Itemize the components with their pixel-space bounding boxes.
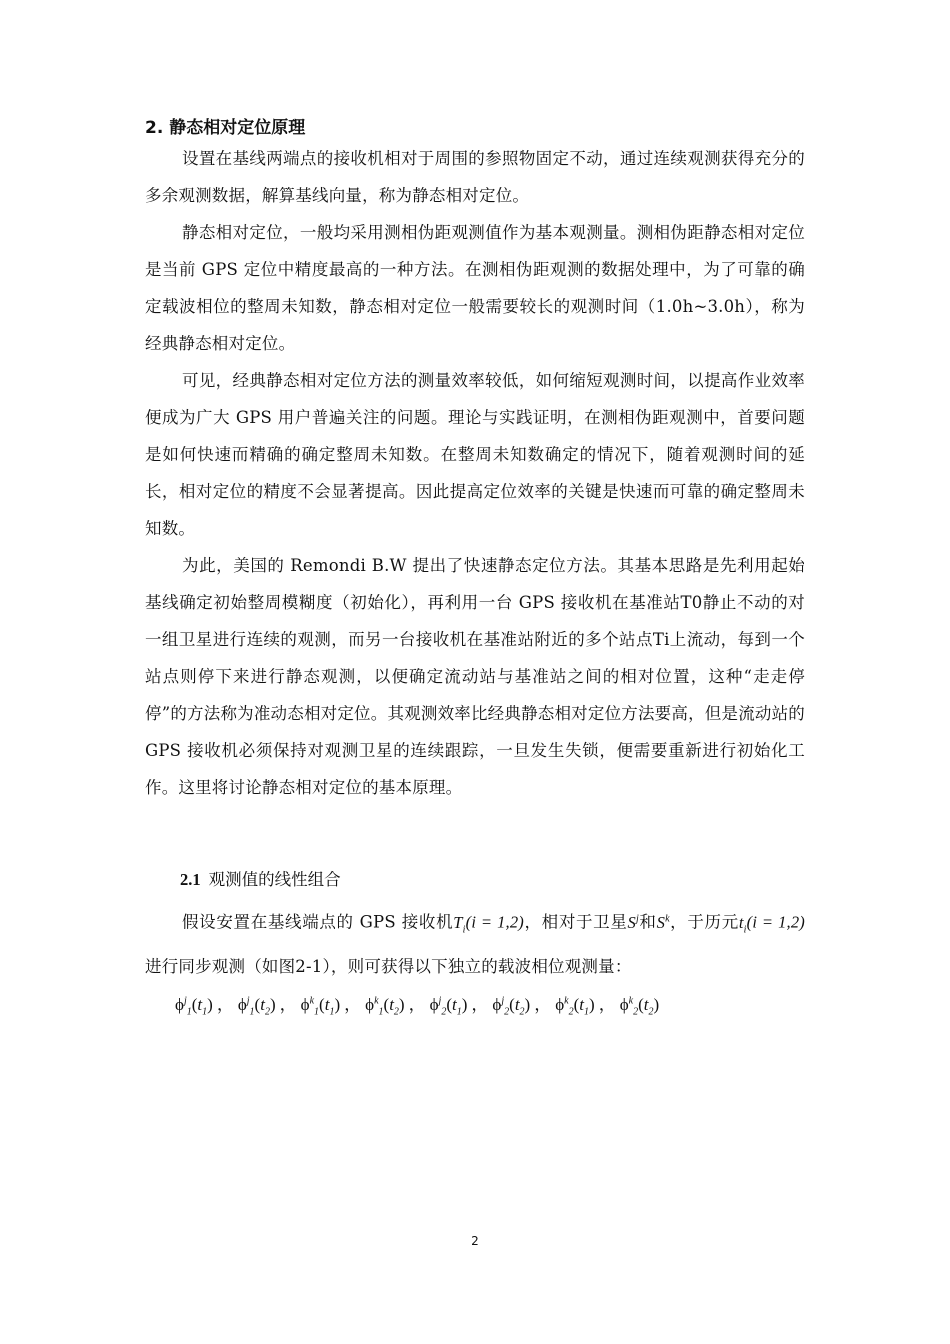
observation-separator: ， <box>471 995 489 1015</box>
paragraph-2: 静态相对定位，一般均采用测相伪距观测值作为基本观测量。测相伪距静态相对定位是当前 GPS 定位中精度最高的一种方法。在测相伪距观测的数据处理中，为了可靠的确定载波相位的整周未知数，静态相对定位一般需要较长的观测时间（1.0h~3.0h），称为经典静态相对定位。 <box>145 223 805 353</box>
p5-text-d: 进行同步观测（如图2-1），则可获得以下独立的载波相位观测量： <box>145 956 632 976</box>
observation-item: $\phi^j_2(t_1)$ <box>429 995 468 1018</box>
observation-item: $\phi^k_1(t_2)$ <box>365 995 405 1018</box>
epoch-symbol: $t_i$ <box>738 912 747 935</box>
observation-item: $\phi^k_2(t_2)$ <box>619 995 660 1018</box>
paragraph-5 <box>145 900 805 985</box>
p5-text-a: 假设安置在基线端点的 GPS 接收机 <box>182 912 454 932</box>
paragraph-1: 设置在基线两端点的接收机相对于周围的参照物固定不动，通过连续观测获得充分的多余观测数据，解算基线向量，称为静态相对定位。 <box>145 149 805 205</box>
receiver-condition: (i = 1,2) <box>465 912 524 932</box>
observation-item: $\phi^k_2(t_1)$ <box>555 995 595 1018</box>
page-number: 2 <box>471 1234 479 1248</box>
carrier-phase-observations <box>175 990 659 1017</box>
satellite-k-symbol: $S^k$ <box>656 912 670 932</box>
subsection-heading <box>180 866 341 890</box>
observation-separator: ， <box>279 995 297 1015</box>
observation-item: $\phi^k_1(t_1)$ <box>300 995 341 1018</box>
observation-item: $\phi^j_2(t_2)$ <box>492 995 531 1018</box>
satellite-j-symbol: $S^j$ <box>627 912 639 932</box>
epoch-condition: (i = 1,2) <box>746 912 805 932</box>
paragraph-3: 可见，经典静态相对定位方法的测量效率较低，如何缩短观测时间，以提高作业效率便成为广大 GPS 用户普遍关注的问题。理论与实践证明，在测相伪距观测中，首要问题是如何快速而精确的确定整周未知数。在整周未知数确定的情况下，随着观测时间的延长，相对定位的精度不会显著提高。因此提高定位效率的关键是快速而可靠的确定整周未知数。 <box>145 371 805 538</box>
observation-separator: ， <box>598 995 616 1015</box>
receiver-symbol: $T_i$ <box>453 912 466 935</box>
observation-separator: ， <box>216 995 234 1015</box>
observation-item: $\phi^j_1(t_2)$ <box>237 995 276 1018</box>
p5-text-and: 和 <box>638 912 657 932</box>
observation-separator: ， <box>408 995 426 1015</box>
subsection-title: 观测值的线性组合 <box>208 870 341 889</box>
observation-separator: ， <box>344 995 362 1015</box>
section-heading: 2. 静态相对定位原理 <box>145 118 306 138</box>
subsection-number: 2.1 <box>180 870 201 889</box>
observation-separator: ， <box>534 995 552 1015</box>
p5-text-c: ，于历元 <box>669 912 739 932</box>
p5-text-b: ，相对于卫星 <box>524 912 628 932</box>
observation-item: $\phi^j_1(t_1)$ <box>175 995 213 1018</box>
paragraph-4: 为此，美国的 Remondi B.W 提出了快速静态定位方法。其基本思路是先利用起始基线确定初始整周模糊度（初始化），再利用一台 GPS 接收机在基准站T0静止不动的对一组卫星进行连续的观测，而另一台接收机在基准站附近的多个站点Ti上流动，每到一个站点则停下来进行静态观测，以便确定流动站与基准站之间的相对位置，这种“走走停停”的方法称为准动态相对定位。其观测效率比经典静态相对定位方法要高，但是流动站的 GPS 接收机必须保持对观测卫星的连续跟踪，一旦发生失锁，便需要重新进行初始化工作。这里将讨论静态相对定位的基本原理。 <box>145 556 805 797</box>
